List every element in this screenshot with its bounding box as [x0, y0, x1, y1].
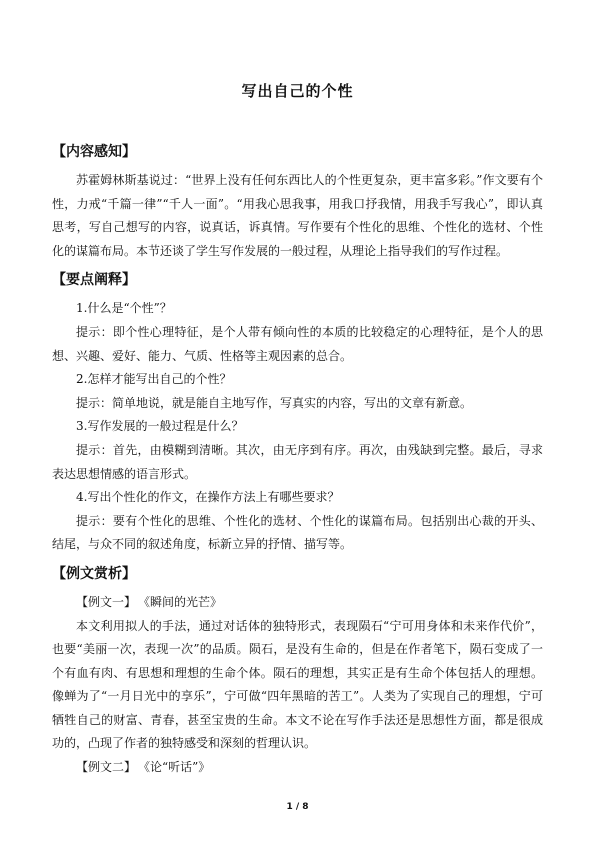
- content-perception-paragraph: 苏霍姆林斯基说过：“世界上没有任何东西比人的个性更复杂，更丰富多彩。”作文要有个性，力戒“千篇一律”“千人一面”。“用我心思我事，用我口抒我情，用我手写我心”，即认真思考，写自己想写的内容，说真话，诉真情。写作要有个性化的思维、个性化的选材、个性化的谋篇布局。本节还谈了学生写作发展的一般过程，从理论上指导我们的写作过程。: [52, 173, 543, 258]
- key-point-answer-4: 提示：要有个性化的思维、个性化的选材、个性化的谋篇布局。包括别出心裁的开头、结尾，与众不同的叙述角度，标新立异的抒情、描写等。: [52, 513, 543, 552]
- key-point-question-4: 4.写出个性化的作文，在操作方法上有哪些要求？: [76, 490, 340, 505]
- key-point-question-2: 2.怎样才能写出自己的个性？: [76, 372, 232, 387]
- document-body: [52, 141, 543, 780]
- example-2-title: 《论“听话”》: [144, 760, 211, 775]
- key-point-question-1: 1.什么是“个性”？: [76, 301, 172, 316]
- example-1-paragraph: 本文利用拟人的手法，通过对话体的独特形式，表现陨石“宁可用身体和未来作代价”，也要“美丽一次，表现一次”的品质。陨石，是没有生命的，但是在作者笔下，陨石变成了一个有血有肉、有思想和理想的生命个体。陨石的理想，其实正是有生命个体包括人的理想。像蝉为了“一月日光中的享乐”，宁可做“四年黑暗的苦工”。人类为了实现自己的理想，宁可牺牲自己的财富、青春，甚至宝贵的生命。本文不论在写作手法还是思想性方面，都是很成功的，凸现了作者的独特感受和深刻的哲理认识。: [52, 618, 543, 751]
- page-number: 1 / 8: [286, 802, 309, 812]
- section-examples: [52, 563, 543, 780]
- section-heading-key-points: 【要点阐释】: [52, 272, 136, 289]
- example-2-label: 【例文二】: [76, 760, 137, 775]
- section-heading-examples: 【例文赏析】: [52, 565, 136, 582]
- key-point-question-3: 3.写作发展的一般过程是什么？: [76, 419, 244, 434]
- key-point-answer-1: 提示：即个性心理特征，是个人带有倾向性的本质的比较稳定的心理特征，是个人的思想、兴趣、爱好、能力、气质、性格等主观因素的总合。: [52, 324, 543, 363]
- example-1-title: 《瞬间的光芒》: [144, 594, 223, 609]
- key-point-answer-3: 提示：首先，由模糊到清晰。其次，由无序到有序。再次，由残缺到完整。最后，寻求表达思想情感的语言形式。: [52, 442, 543, 481]
- example-1-label: 【例文一】: [76, 594, 137, 609]
- example-2-header: [52, 756, 543, 780]
- section-heading-content-perception: 【内容感知】: [52, 144, 136, 160]
- section-content-perception: [52, 141, 543, 263]
- example-1-header: [52, 591, 543, 615]
- page-title: 写出自己的个性: [241, 82, 354, 100]
- section-key-points: [52, 269, 543, 557]
- key-point-answer-2: 提示：简单地说，就是能自主地写作，写真实的内容，写出的文章有新意。: [76, 395, 473, 410]
